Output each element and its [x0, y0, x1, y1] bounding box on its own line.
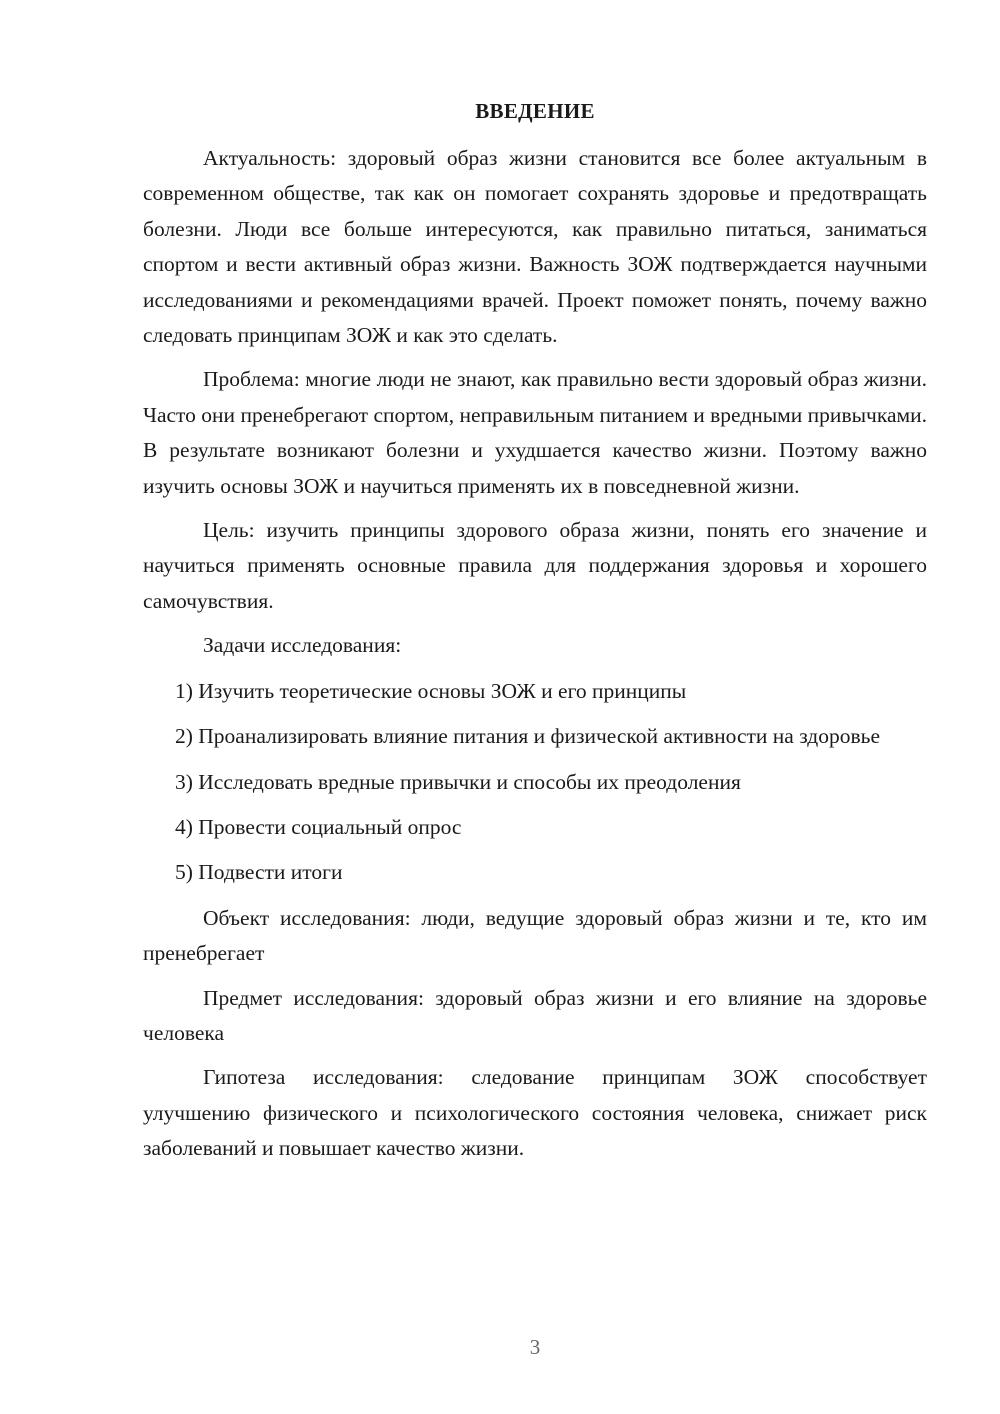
paragraph-hypothesis: Гипотеза исследования: следование принципам ЗОЖ способствует улучшению физического и психологического состояния человека, снижает риск заболеваний и повышает качество жизни.	[143, 1065, 927, 1161]
task-item-3: 3) Исследовать вредные привычки и способы их преодоления	[175, 769, 741, 794]
task-item-4: 4) Провести социальный опрос	[175, 814, 462, 839]
paragraph-subject: Предмет исследования: здоровый образ жизни и его влияние на здоровье человека	[143, 985, 927, 1045]
document-body	[143, 141, 927, 1176]
page-title: ВВЕДЕНИЕ	[475, 99, 595, 123]
paragraph-goal: Цель: изучить принципы здорового образа жизни, понять его значение и научиться применять основные правила для поддержания здоровья и хорошего самочувствия.	[143, 518, 927, 613]
document-page	[143, 0, 927, 1414]
task-item-1: 1) Изучить теоретические основы ЗОЖ и его принципы	[175, 678, 687, 703]
task-item-5: 5) Подвести итоги	[175, 860, 343, 885]
paragraph-relevance: Актуальность: здоровый образ жизни становится все более актуальным в современном обществе, так как он помогает сохранять здоровье и предотвращать болезни. Люди все больше интересуются, как правильно питаться, заниматься спортом и вести активный образ жизни. Важность ЗОЖ подтверждается научными исследованиями и рекомендациями врачей. Проект поможет понять, почему важно следовать принципам ЗОЖ и как это сделать.	[143, 146, 927, 348]
page-number: 3	[529, 1335, 541, 1359]
paragraph-problem: Проблема: многие люди не знают, как правильно вести здоровый образ жизни. Часто они пренебрегают спортом, неправильным питанием и вредными привычками. В результате возникают болезни и ухудшается качество жизни. Поэтому важно изучить основы ЗОЖ и научиться применять их в повседневной жизни.	[143, 367, 927, 498]
tasks-heading: Задачи исследования:	[203, 633, 402, 658]
task-item-2: 2) Проанализировать влияние питания и физической активности на здоровье	[175, 724, 880, 749]
paragraph-object: Объект исследования: люди, ведущие здоровый образ жизни и те, кто им пренебрегает	[143, 905, 927, 966]
